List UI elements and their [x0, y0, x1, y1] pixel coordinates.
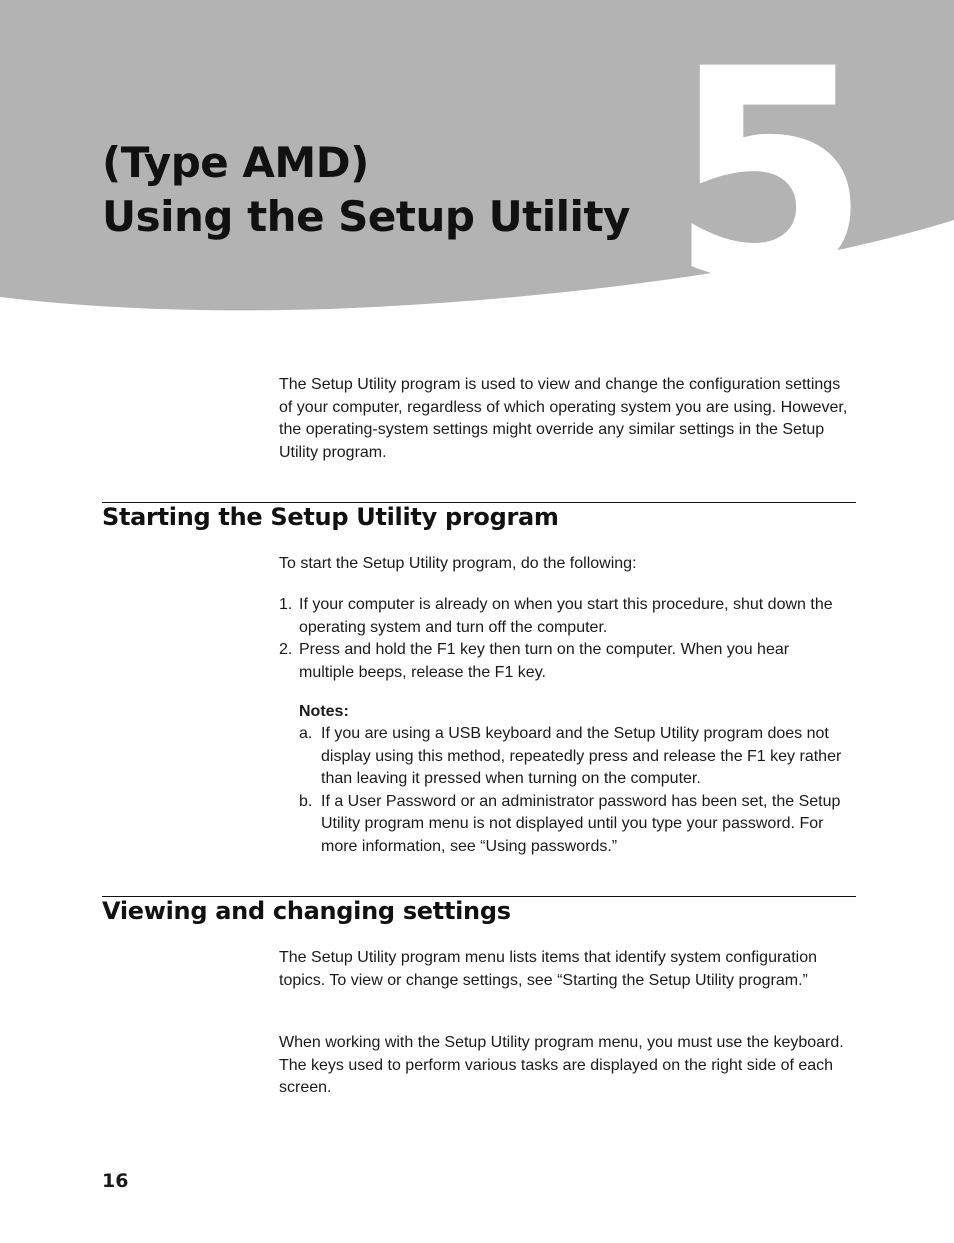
- page-number: 16: [102, 1170, 129, 1192]
- chapter-title-line1: (Type AMD): [102, 138, 369, 187]
- step-number: 1.: [279, 596, 293, 613]
- list-item: [299, 723, 851, 791]
- starting-lead: To start the Setup Utility program, do the following:: [279, 555, 637, 572]
- list-item: [299, 791, 851, 859]
- step-number: 2.: [279, 641, 293, 658]
- step-text: If your computer is already on when you start this procedure, shut down the operating system and turn off the computer.: [299, 596, 833, 636]
- notes-list: [299, 723, 851, 858]
- note-text: If you are using a USB keyboard and the Setup Utility program does not display using this method, repeatedly press and release the F1 key rather than leaving it pressed when turning on the computer.: [321, 725, 842, 787]
- chapter-title: [102, 136, 630, 244]
- chapter-number: 5: [669, 8, 871, 320]
- note-letter: a.: [299, 725, 313, 742]
- viewing-paragraph-2: When working with the Setup Utility program menu, you must use the keyboard. The keys used to perform various tasks are displayed on the right side of each screen.: [279, 1034, 844, 1096]
- section-heading-viewing: Viewing and changing settings: [102, 897, 511, 925]
- list-item: [279, 639, 839, 684]
- section-heading-starting: Starting the Setup Utility program: [102, 503, 559, 531]
- list-item: [279, 594, 839, 639]
- note-text: If a User Password or an administrator password has been set, the Setup Utility program menu is not displayed until you type your password. For more information, see “Using passwords.”: [321, 792, 841, 855]
- steps-list: [279, 594, 839, 684]
- step-text: Press and hold the F1 key then turn on the computer. When you hear multiple beeps, release the F1 key.: [299, 641, 790, 681]
- notes-title: Notes:: [299, 703, 349, 720]
- chapter-title-line2: Using the Setup Utility: [102, 192, 630, 241]
- intro-paragraph: The Setup Utility program is used to view and change the configuration settings of your computer, regardless of which operating system you are using. However, the operating-system settings might override any similar settings in the Setup Utility program.: [279, 376, 848, 461]
- viewing-paragraph-1: The Setup Utility program menu lists items that identify system configuration topics. To view or change settings, see “Starting the Setup Utility program.”: [279, 949, 817, 989]
- note-letter: b.: [299, 792, 313, 810]
